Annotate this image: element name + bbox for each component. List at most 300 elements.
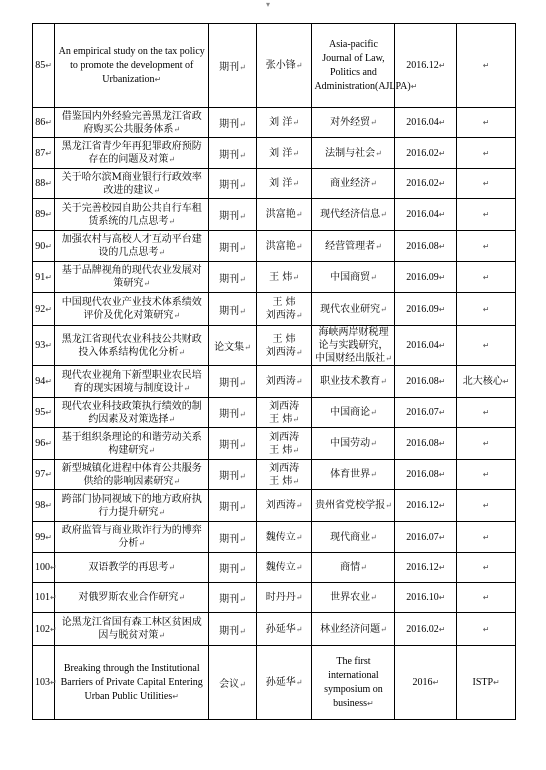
paragraph-mark: ↵: [482, 593, 490, 602]
paragraph-mark: ↵: [45, 148, 52, 158]
publication-type-text: 期刊: [219, 594, 240, 605]
row-number-text: 87: [35, 147, 46, 159]
date-text: 2016.08: [406, 438, 439, 449]
venue-text: Asia-pacific Journal of Law, Politics and Administration(AJLPA): [314, 38, 411, 92]
row-number-cell: [33, 108, 55, 138]
title-cell: [55, 613, 209, 646]
author-cell: [256, 24, 312, 108]
title-text: 论黑龙江省国有森工林区贫困成因与脱贫对策: [61, 617, 202, 641]
row-number-cell: [33, 613, 55, 646]
publication-type-cell: [209, 169, 257, 199]
publication-type-text: 期刊: [219, 180, 240, 191]
publication-type-cell: [209, 522, 257, 553]
publication-type-cell: [209, 231, 257, 262]
paragraph-mark: ↵: [239, 503, 246, 512]
paragraph-mark: ↵: [370, 593, 377, 602]
author-text: 刘 洋: [269, 178, 293, 189]
venue-text: 职业技术教育: [320, 376, 381, 387]
paragraph-mark: ↵: [385, 354, 392, 363]
date-cell: [395, 428, 457, 460]
paragraph-mark: ↵: [493, 678, 500, 687]
title-text: 借鉴国内外经验完善黑龙江省政府购买公共服务体系: [61, 110, 202, 135]
paragraph-mark: ↵: [438, 304, 446, 314]
venue-cell: [312, 262, 395, 293]
paragraph-mark: ↵: [45, 470, 52, 479]
title-cell: [55, 108, 209, 138]
row-number-cell: [33, 231, 55, 262]
title-text: 基于品牌视角的现代农业发展对策研究: [61, 265, 202, 289]
author-cell: [256, 326, 312, 366]
paragraph-mark: ↵: [482, 118, 490, 127]
author-text: 张小锋: [265, 60, 296, 71]
title-text: 黑龙江省青少年再犯罪政府预防存在的问题及对策: [61, 141, 202, 165]
publication-type-cell: [209, 293, 257, 326]
paragraph-mark: ↵: [295, 678, 303, 687]
date-text: 2016.08: [406, 240, 439, 252]
venue-text: 体育世界: [330, 469, 371, 480]
paragraph-mark: ↵: [370, 179, 377, 188]
publication-type-text: 期刊: [219, 502, 240, 513]
note-cell: [457, 24, 516, 108]
paragraph-mark: ↵: [370, 532, 377, 542]
note-cell: [457, 646, 516, 720]
publication-type-cell: [209, 326, 257, 366]
author-text: 王 炜 刘西涛: [265, 333, 296, 358]
paragraph-mark: ↵: [178, 593, 186, 602]
paragraph-mark: ↵: [370, 408, 377, 417]
row-number-text: 95: [35, 407, 46, 418]
row-number-cell: [33, 366, 55, 398]
table-row: [33, 24, 516, 108]
title-cell: [55, 231, 209, 262]
author-text: 王 炜: [269, 271, 293, 283]
row-number-text: 100: [35, 562, 50, 573]
row-number-cell: [33, 398, 55, 428]
author-cell: [256, 522, 312, 553]
row-number-text: 103: [35, 677, 50, 688]
venue-cell: [312, 522, 395, 553]
table-row: [33, 199, 516, 231]
paragraph-mark: ↵: [45, 501, 52, 510]
venue-cell: [312, 169, 395, 199]
row-number-text: 102: [35, 623, 50, 635]
table-row: [33, 398, 516, 428]
publication-type-cell: [209, 613, 257, 646]
paragraph-mark: ↵: [380, 210, 387, 219]
paragraph-mark: ↵: [370, 272, 377, 282]
paragraph-mark: ↵: [244, 343, 251, 352]
table-row: [33, 460, 516, 490]
note-cell: [457, 169, 516, 199]
top-marker: ▾: [266, 0, 271, 9]
author-cell: [256, 460, 312, 490]
paragraph-mark: ↵: [292, 476, 300, 486]
publication-type-text: 期刊: [219, 119, 240, 130]
paragraph-mark: ↵: [367, 698, 374, 708]
note-cell: [457, 522, 516, 553]
venue-text: 法制与社会: [325, 147, 376, 159]
table-row: [33, 553, 516, 583]
title-text: Breaking through the Institutional Barriers of Private Capital Entering Urban Public Utilities: [60, 662, 203, 702]
paragraph-mark: ↵: [45, 408, 52, 417]
note-cell: [457, 199, 516, 231]
row-number-text: 85: [35, 60, 46, 71]
publication-type-text: 期刊: [219, 305, 240, 317]
publication-type-cell: [209, 583, 257, 613]
author-text: 刘 洋: [269, 117, 293, 128]
paragraph-mark: ↵: [438, 179, 446, 188]
publication-type-cell: [209, 199, 257, 231]
author-text: 刘西涛 王 炜: [269, 400, 300, 425]
date-text: 2016.12: [406, 562, 439, 573]
venue-cell: [312, 553, 395, 583]
date-cell: [395, 460, 457, 490]
title-text: 政府监管与商业欺诈行为的博弈分析: [61, 525, 202, 549]
paragraph-mark: ↵: [183, 383, 191, 393]
paragraph-mark: ↵: [50, 593, 57, 602]
paragraph-mark: ↵: [482, 241, 490, 251]
row-number-text: 91: [35, 271, 46, 283]
paragraph-mark: ↵: [239, 534, 246, 544]
date-cell: [395, 613, 457, 646]
title-text: 双语教学的再思考: [88, 562, 169, 573]
author-cell: [256, 169, 312, 199]
paragraph-mark: ↵: [239, 150, 246, 160]
row-number-cell: [33, 583, 55, 613]
venue-text: The first international symposium on business: [324, 655, 383, 709]
date-text: 2016.02: [406, 147, 439, 159]
paragraph-mark: ↵: [239, 626, 246, 636]
venue-text: 世界农业: [330, 592, 371, 603]
author-text: 刘西涛 王 炜: [269, 431, 300, 456]
row-number-text: 101: [35, 592, 50, 603]
publication-type-text: 期刊: [219, 625, 240, 637]
paragraph-mark: ↵: [50, 678, 57, 687]
paragraph-mark: ↵: [154, 74, 162, 84]
paragraph-mark: ↵: [370, 118, 377, 127]
paragraph-mark: ↵: [295, 563, 303, 572]
venue-cell: [312, 646, 395, 720]
venue-text: 林业经济问题: [320, 623, 381, 635]
paragraph-mark: ↵: [482, 148, 490, 158]
table-row: [33, 293, 516, 326]
paragraph-mark: ↵: [380, 377, 387, 386]
paragraph-mark: ↵: [438, 439, 446, 448]
paragraph-mark: ↵: [239, 212, 246, 221]
venue-text: 商业经济: [330, 178, 371, 189]
title-cell: [55, 522, 209, 553]
paragraph-mark: ↵: [239, 379, 246, 388]
paragraph-mark: ↵: [295, 501, 303, 510]
title-text: An empirical study on the tax policy to promote the development of Urbanization: [58, 45, 205, 85]
note-cell: [457, 428, 516, 460]
note-cell: [457, 583, 516, 613]
row-number-text: 86: [35, 117, 46, 128]
paragraph-mark: ↵: [239, 120, 246, 129]
publication-type-cell: [209, 366, 257, 398]
paragraph-mark: ↵: [438, 501, 446, 510]
publication-type-text: 期刊: [219, 242, 240, 254]
publications-table: [32, 23, 516, 720]
title-text: 基于组织条理论的和谐劳动关系构建研究: [61, 431, 202, 456]
venue-cell: [312, 326, 395, 366]
author-text: 刘 洋: [269, 147, 293, 159]
paragraph-mark: ↵: [360, 563, 367, 572]
publication-type-text: 期刊: [219, 211, 240, 222]
author-cell: [256, 553, 312, 583]
date-text: 2016.04: [406, 209, 439, 220]
table-row: [33, 490, 516, 522]
row-number-cell: [33, 169, 55, 199]
title-cell: [55, 398, 209, 428]
paragraph-mark: ↵: [482, 272, 490, 282]
paragraph-mark: ↵: [380, 624, 387, 634]
title-cell: [55, 293, 209, 326]
date-cell: [395, 262, 457, 293]
author-text: 洪富艳: [265, 240, 296, 252]
venue-cell: [312, 398, 395, 428]
paragraph-mark: ↵: [239, 595, 246, 604]
publication-type-text: 期刊: [219, 440, 240, 451]
note-cell: [457, 613, 516, 646]
table-row: [33, 583, 516, 613]
row-number-text: 89: [35, 209, 46, 220]
date-cell: [395, 108, 457, 138]
paragraph-mark: ↵: [45, 179, 52, 188]
paragraph-mark: ↵: [45, 61, 52, 70]
date-cell: [395, 24, 457, 108]
venue-text: 对外经贸: [330, 117, 371, 128]
date-text: 2016.04: [406, 117, 439, 128]
author-cell: [256, 231, 312, 262]
paragraph-mark: ↵: [438, 624, 446, 634]
publication-type-text: 会议: [219, 679, 240, 690]
title-cell: [55, 262, 209, 293]
paragraph-mark: ↵: [168, 216, 176, 226]
author-cell: [256, 613, 312, 646]
venue-cell: [312, 138, 395, 169]
paragraph-mark: ↵: [173, 476, 181, 486]
row-number-text: 96: [35, 438, 46, 449]
note-cell: [457, 108, 516, 138]
row-number-text: 88: [35, 178, 46, 189]
title-text: 现代农业视角下新型职业农民培育的现实困境与制度设计: [61, 369, 202, 394]
paragraph-mark: ↵: [239, 472, 246, 481]
publication-type-text: 期刊: [219, 378, 240, 389]
author-cell: [256, 428, 312, 460]
author-cell: [256, 490, 312, 522]
table-row: [33, 138, 516, 169]
paragraph-mark: ↵: [148, 445, 156, 455]
author-text: 刘西涛: [265, 376, 296, 387]
venue-cell: [312, 108, 395, 138]
title-cell: [55, 138, 209, 169]
paragraph-mark: ↵: [173, 311, 181, 320]
paragraph-mark: ↵: [153, 185, 161, 195]
paragraph-mark: ↵: [45, 439, 52, 448]
publication-type-text: 期刊: [219, 533, 240, 545]
venue-cell: [312, 24, 418, 108]
date-text: 2016.12: [406, 60, 439, 71]
venue-text: 现代商业: [330, 531, 371, 543]
row-number-cell: [33, 428, 55, 460]
table-row: [33, 262, 516, 293]
author-cell: [256, 262, 312, 293]
venue-text: 海峡两岸财税理论与实践研究，中国财经出版社: [315, 327, 389, 364]
row-number-cell: [33, 553, 55, 583]
row-number-cell: [33, 646, 55, 720]
note-cell: [457, 490, 516, 522]
publication-type-text: 期刊: [219, 62, 240, 73]
row-number-text: 97: [35, 469, 46, 480]
paragraph-mark: ↵: [239, 410, 246, 419]
date-cell: [395, 646, 457, 720]
paragraph-mark: ↵: [482, 624, 490, 634]
venue-text: 商情: [340, 562, 361, 573]
paragraph-mark: ↵: [158, 507, 166, 517]
author-cell: [256, 199, 312, 231]
author-text: 洪富艳: [265, 209, 296, 220]
paragraph-mark: ↵: [173, 124, 181, 134]
paragraph-mark: ↵: [482, 61, 490, 70]
paragraph-mark: ↵: [370, 439, 377, 448]
paragraph-mark: ↵: [502, 377, 510, 386]
paragraph-mark: ↵: [292, 414, 300, 424]
date-text: 2016: [412, 677, 433, 688]
author-text: 刘西涛: [265, 500, 296, 511]
date-cell: [395, 398, 457, 428]
paragraph-mark: ↵: [438, 148, 446, 158]
note-cell: [457, 398, 516, 428]
row-number-cell: [33, 490, 55, 522]
date-text: 2016.09: [406, 303, 439, 315]
publication-type-cell: [209, 262, 257, 293]
paragraph-mark: ↵: [482, 408, 490, 417]
venue-text: 现代经济信息: [320, 209, 381, 220]
paragraph-mark: ↵: [45, 377, 52, 386]
venue-text: 中国劳动: [330, 438, 371, 449]
paragraph-mark: ↵: [438, 593, 446, 602]
title-text: 黑龙江省现代农业科技公共财政投入体系结构优化分析: [61, 333, 202, 358]
date-text: 2016.07: [406, 407, 439, 418]
row-number-cell: [33, 293, 55, 326]
row-number-text: 98: [35, 500, 46, 511]
paragraph-mark: ↵: [168, 414, 176, 424]
table-row: [33, 108, 516, 138]
date-cell: [395, 293, 457, 326]
author-cell: [256, 398, 312, 428]
paragraph-mark: ↵: [239, 565, 246, 574]
publication-type-cell: [209, 428, 257, 460]
author-text: 刘西涛 王 炜: [269, 462, 300, 487]
venue-cell: [312, 428, 395, 460]
title-text: 现代农业科技政策执行绩效的制约因素及对策选择: [61, 400, 202, 425]
publication-type-text: 期刊: [219, 273, 240, 285]
row-number-text: 90: [35, 240, 46, 252]
paragraph-mark: ↵: [45, 272, 52, 282]
title-text: 新型城镇化进程中体育公共服务供给的影响因素研究: [61, 462, 202, 487]
paragraph-mark: ↵: [239, 274, 246, 284]
venue-text: 经营管理者: [325, 240, 376, 252]
date-cell: [395, 138, 457, 169]
paragraph-mark: ↵: [438, 272, 446, 282]
venue-cell: [312, 460, 395, 490]
note-text: 北大核心: [462, 376, 503, 387]
title-text: 中国现代农业产业技术体系绩效评价及优化对策研究: [61, 297, 202, 321]
title-cell: [55, 428, 209, 460]
paragraph-mark: ↵: [239, 181, 246, 190]
author-cell: [256, 293, 312, 326]
paragraph-mark: ↵: [168, 563, 176, 572]
date-cell: [395, 522, 457, 553]
paragraph-mark: ↵: [295, 347, 303, 357]
paragraph-mark: ↵: [178, 347, 186, 357]
paragraph-mark: ↵: [292, 118, 300, 127]
paragraph-mark: ↵: [295, 624, 303, 634]
date-text: 2016.09: [406, 271, 439, 283]
title-cell: [55, 24, 209, 108]
date-cell: [395, 583, 457, 613]
date-text: 2016.12: [406, 500, 439, 511]
date-cell: [395, 366, 457, 398]
paragraph-mark: ↵: [138, 539, 146, 548]
venue-text: 中国商贸: [330, 271, 371, 283]
venue-cell: [312, 199, 395, 231]
row-number-text: 94: [35, 376, 46, 387]
row-number-cell: [33, 24, 55, 108]
table-row: [33, 231, 516, 262]
paragraph-mark: ↵: [239, 441, 246, 450]
title-cell: [55, 199, 209, 231]
date-cell: [395, 199, 457, 231]
author-text: 魏传立: [265, 562, 296, 573]
paragraph-mark: ↵: [438, 563, 446, 572]
publication-type-cell: [209, 490, 257, 522]
author-text: 孙延华: [265, 623, 296, 635]
paragraph-mark: ↵: [482, 470, 490, 479]
note-text: ISTP: [472, 677, 494, 688]
paragraph-mark: ↵: [482, 341, 490, 350]
paragraph-mark: ↵: [239, 243, 246, 253]
paragraph-mark: ↵: [292, 148, 300, 158]
row-number-cell: [33, 460, 55, 490]
paragraph-mark: ↵: [482, 563, 490, 572]
paragraph-mark: ↵: [172, 691, 179, 701]
author-cell: [256, 108, 312, 138]
author-text: 魏传立: [265, 531, 296, 543]
paragraph-mark: ↵: [50, 624, 57, 634]
paragraph-mark: ↵: [168, 155, 176, 164]
title-cell: [55, 490, 209, 522]
table-row: [33, 169, 516, 199]
note-cell: [457, 138, 516, 169]
paragraph-mark: ↵: [239, 680, 246, 689]
paragraph-mark: ↵: [380, 304, 387, 314]
paragraph-mark: ↵: [482, 439, 490, 448]
title-text: 加强农村与高校人才互动平台建设的几点思考: [61, 234, 202, 258]
paragraph-mark: ↵: [438, 61, 446, 70]
paragraph-mark: ↵: [158, 631, 166, 640]
publication-type-cell: [209, 24, 257, 108]
publication-type-text: 期刊: [219, 149, 240, 161]
author-text: 孙延华: [265, 677, 296, 688]
row-number-cell: [33, 262, 55, 293]
venue-text: 现代农业研究: [320, 303, 381, 315]
row-number-text: 92: [35, 303, 46, 315]
title-text: 跨部门协同视域下的地方政府执行力提升研究: [61, 493, 202, 518]
publication-type-cell: [209, 553, 257, 583]
note-cell: [457, 553, 516, 583]
